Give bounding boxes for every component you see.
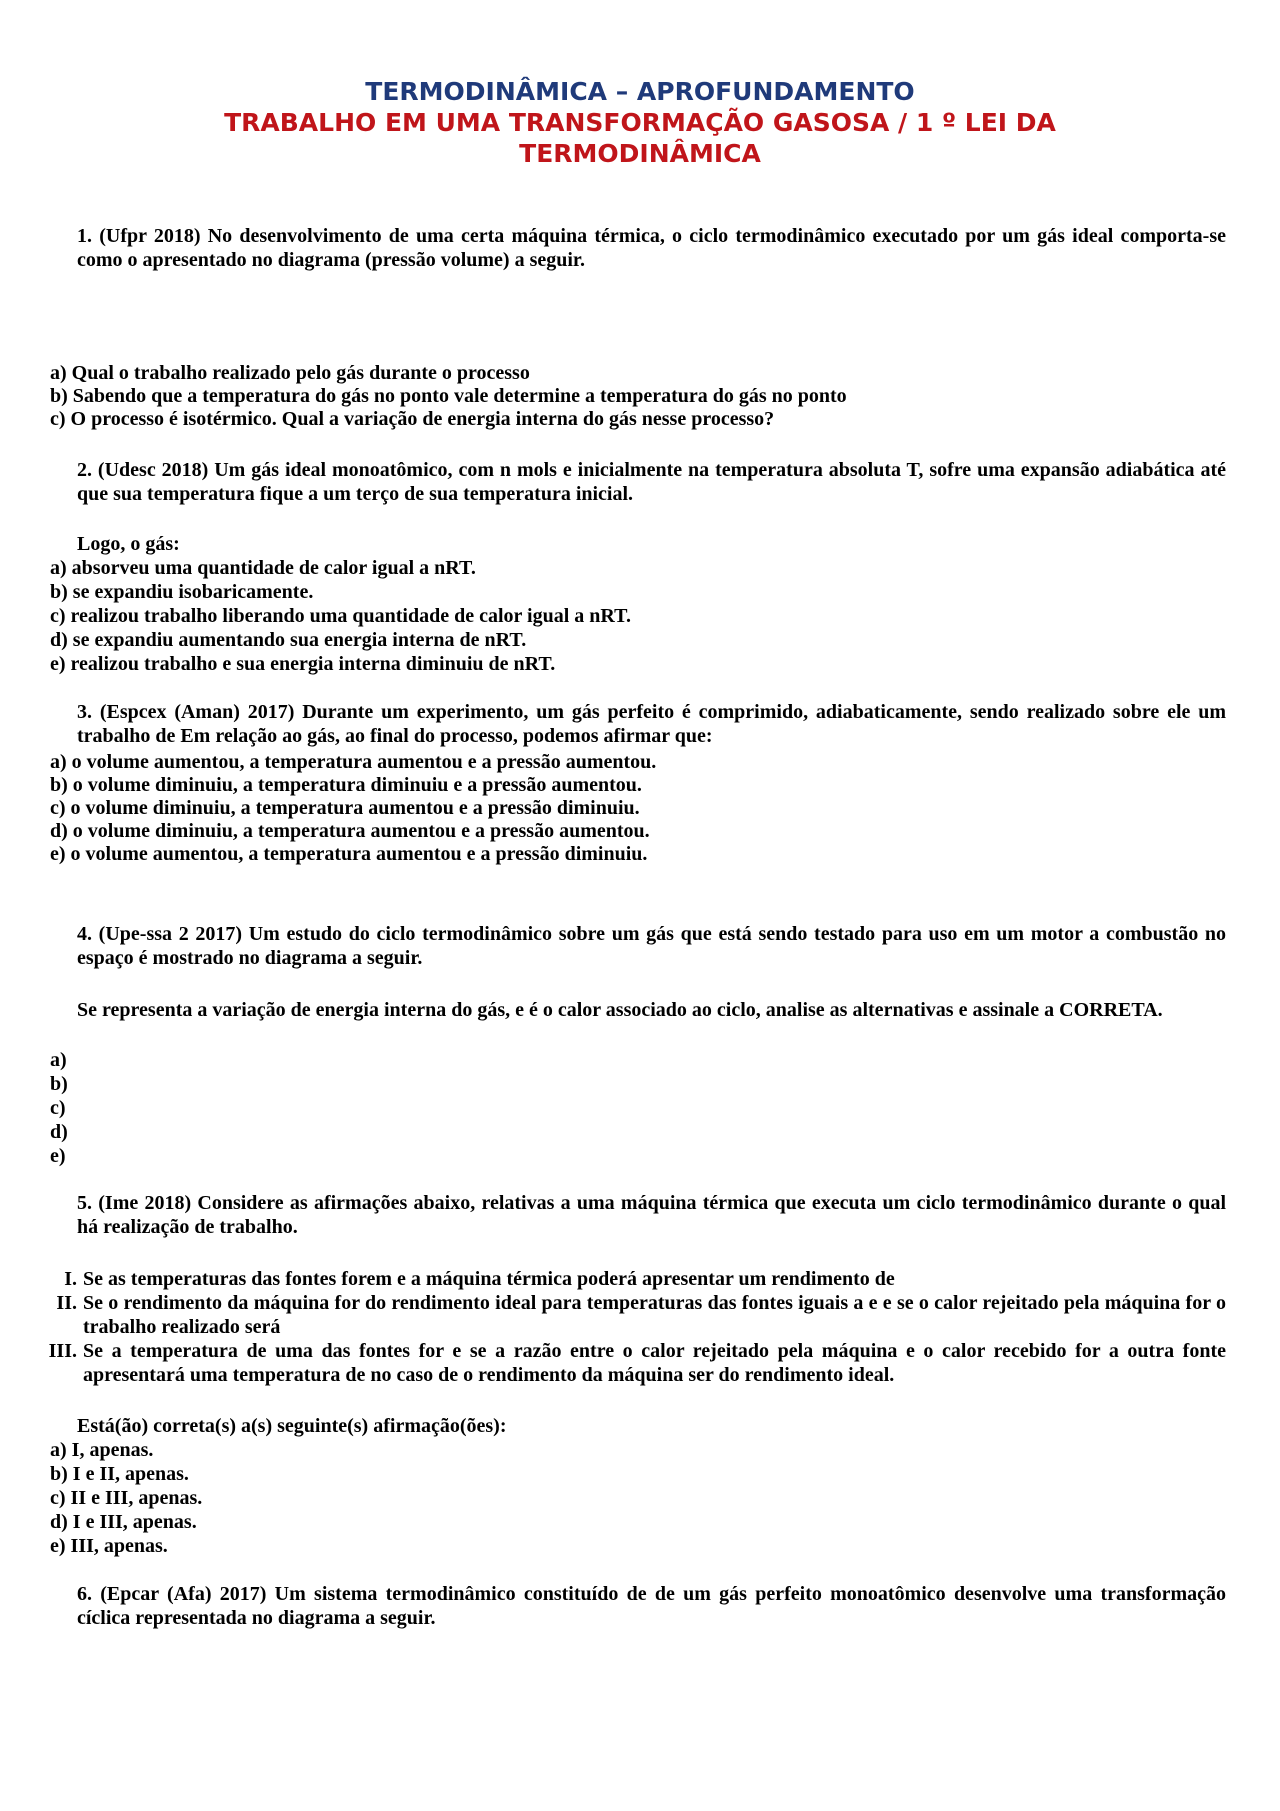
question-1-option-c: c) O processo é isotérmico. Qual a variação de energia interna do gás nesse processo? — [50, 408, 775, 430]
question-1-text: 1. (Ufpr 2018) No desenvolvimento de uma certa máquina térmica, o ciclo termodinâmico executado por um gás ideal comporta-se como o apresentado no diagrama (pressão volume) a seguir. — [77, 225, 1226, 271]
question-5-text: 5. (Ime 2018) Considere as afirmações abaixo, relativas a uma máquina térmica que executa um ciclo termodinâmico durante o qual há realização de trabalho. — [77, 1192, 1226, 1238]
question-5-statement-3 — [40, 1339, 1226, 1387]
statement-text: Se o rendimento da máquina for do rendimento ideal para temperaturas das fontes iguais a e e se o calor rejeitado pela máquina for o trabalho realizado será — [83, 1292, 1226, 1338]
question-3-option-e: e) o volume aumentou, a temperatura aumentou e a pressão diminuiu. — [50, 843, 648, 865]
question-5-statement-1 — [40, 1267, 1226, 1291]
page-subtitle-line2: TERMODINÂMICA — [519, 139, 761, 168]
question-5-lead: Está(ão) correta(s) a(s) seguinte(s) afirmação(ões): — [77, 1415, 507, 1437]
question-4-option-d: d) — [50, 1121, 68, 1143]
question-1-option-a: a) Qual o trabalho realizado pelo gás durante o processo — [50, 362, 530, 384]
question-4-option-a: a) — [50, 1049, 67, 1071]
question-4-option-b: b) — [50, 1073, 68, 1095]
question-2-text: 2. (Udesc 2018) Um gás ideal monoatômico, com n mols e inicialmente na temperatura absoluta T, sofre uma expansão adiabática até que sua temperatura fique a um terço de sua temperatura inicial. — [77, 459, 1226, 505]
question-5-option-e: e) III, apenas. — [50, 1535, 168, 1557]
question-4-option-c: c) — [50, 1097, 66, 1119]
question-5-option-a: a) I, apenas. — [50, 1439, 154, 1461]
statement-text: Se a temperatura de uma das fontes for e se a razão entre o calor rejeitado pela máquina e o calor recebido for a outra fonte apresentará uma temperatura de no caso de o rendimento da máquina ser do rendimento ideal. — [83, 1340, 1226, 1386]
question-5-option-d: d) I e III, apenas. — [50, 1511, 197, 1533]
statement-numeral: III. — [48, 1340, 77, 1362]
question-4-text: 4. (Upe-ssa 2 2017) Um estudo do ciclo termodinâmico sobre um gás que está sendo testado para uso em um motor a combustão no espaço é mostrado no diagrama a seguir. — [77, 923, 1226, 969]
question-2-option-d: d) se expandiu aumentando sua energia interna de nRT. — [50, 629, 527, 651]
question-3-option-a: a) o volume aumentou, a temperatura aumentou e a pressão aumentou. — [50, 751, 657, 773]
question-3-option-d: d) o volume diminuiu, a temperatura aumentou e a pressão aumentou. — [50, 820, 650, 842]
question-2-option-a: a) absorveu uma quantidade de calor igual a nRT. — [50, 557, 476, 579]
question-3-text: 3. (Espcex (Aman) 2017) Durante um experimento, um gás perfeito é comprimido, adiabaticamente, sendo realizado sobre ele um trabalho de Em relação ao gás, ao final do processo, podemos afirmar que: — [77, 701, 1226, 747]
question-3-option-c: c) o volume diminuiu, a temperatura aumentou e a pressão diminuiu. — [50, 797, 640, 819]
question-3-option-b: b) o volume diminuiu, a temperatura diminuiu e a pressão aumentou. — [50, 774, 642, 796]
page-title: TERMODINÂMICA – APROFUNDAMENTO — [365, 77, 915, 106]
question-6-text: 6. (Epcar (Afa) 2017) Um sistema termodinâmico constituído de de um gás perfeito monoatômico desenvolve uma transformação cíclica representada no diagrama a seguir. — [77, 1583, 1226, 1629]
question-1-option-b: b) Sabendo que a temperatura do gás no ponto vale determine a temperatura do gás no ponto — [50, 385, 847, 407]
question-4-option-e: e) — [50, 1145, 66, 1167]
question-2-lead: Logo, o gás: — [77, 533, 180, 555]
question-2-option-e: e) realizou trabalho e sua energia interna diminuiu de nRT. — [50, 653, 556, 675]
question-5-option-c: c) II e III, apenas. — [50, 1487, 203, 1509]
question-2-option-b: b) se expandiu isobaricamente. — [50, 581, 314, 603]
statement-text: Se as temperaturas das fontes forem e a máquina térmica poderá apresentar um rendimento de — [83, 1268, 895, 1290]
statement-numeral: I. — [64, 1268, 77, 1290]
page-subtitle-line1: TRABALHO EM UMA TRANSFORMAÇÃO GASOSA / 1 º LEI DA — [224, 108, 1056, 137]
statement-numeral: II. — [56, 1292, 77, 1314]
question-4-lead: Se representa a variação de energia interna do gás, e é o calor associado ao ciclo, analise as alternativas e assinale a CORRETA. — [77, 999, 1163, 1021]
question-5-statement-2 — [40, 1291, 1226, 1339]
question-2-option-c: c) realizou trabalho liberando uma quantidade de calor igual a nRT. — [50, 605, 632, 627]
question-5-option-b: b) I e II, apenas. — [50, 1463, 189, 1485]
